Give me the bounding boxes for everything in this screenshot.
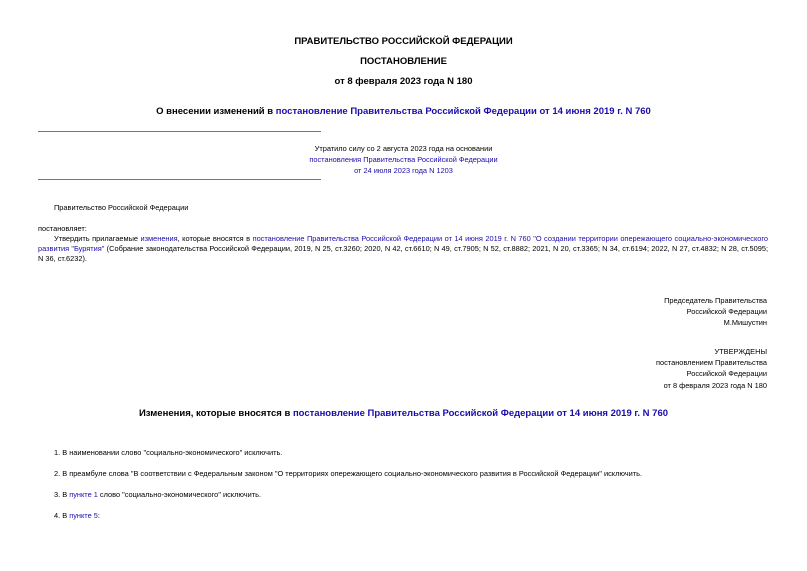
doc-title-link[interactable]: постановление Правительства Российской Федерации от 14 июня 2019 г. N 760	[275, 106, 651, 117]
resolution-paragraph	[38, 234, 768, 265]
para-text-c: (Собрание законодательства Российской Федерации, 2019, N 25, ст.3260; 2020, N 42, ст.6610; N 49, ст.7905; N 52, ст.8882; 2021, N 20, ст.3365; N 34, ст.6194; 2022, N 27, ст.4832; N 28, ст.5095; N 36, ст.6232).	[38, 244, 768, 264]
status-note-line1: Утратило силу со 2 августа 2023 года на основании	[314, 144, 493, 153]
item4-link[interactable]: пункте 5	[69, 511, 98, 520]
item3-link[interactable]: пункте 1	[69, 490, 98, 499]
approved-line3: Российской Федерации	[686, 369, 767, 379]
changes-title-prefix: Изменения, которые вносятся в	[138, 408, 293, 419]
approved-line1: УТВЕРЖДЕНЫ	[714, 347, 767, 356]
doc-title	[0, 106, 807, 117]
item3-text-b: слово "социально-экономического" исключить.	[97, 490, 262, 499]
item4-text-b: :	[97, 511, 100, 520]
signature-line1: Председатель Правительства	[664, 296, 767, 305]
resolves-text: постановляет:	[38, 224, 87, 233]
issuer-text: Правительство Российской Федерации	[54, 203, 189, 212]
para-text-a: Утвердить прилагаемые	[54, 234, 141, 243]
item3-text-a: 3. В	[54, 490, 70, 499]
divider-bottom	[38, 179, 321, 180]
org-heading: ПРАВИТЕЛЬСТВО РОССИЙСКОЙ ФЕДЕРАЦИИ	[294, 36, 513, 47]
signature-line2: Российской Федерации	[686, 307, 767, 317]
approved-block	[656, 346, 767, 391]
changes-link[interactable]: изменения	[140, 234, 178, 243]
signature-block	[664, 295, 767, 329]
change-item-4	[54, 511, 100, 520]
doc-date-heading: от 8 февраля 2023 года N 180	[334, 76, 473, 87]
para-text-b: , которые вносятся в	[177, 234, 253, 243]
status-note	[0, 143, 807, 176]
status-note-link-line3[interactable]: от 24 июля 2023 года N 1203	[354, 166, 453, 175]
item4-text-a: 4. В	[54, 511, 70, 520]
approved-line4: от 8 февраля 2023 года N 180	[663, 380, 767, 390]
changes-title-link[interactable]: постановление Правительства Российской Федерации от 14 июня 2019 г. N 760	[292, 408, 669, 419]
resolution-760-link[interactable]: постановление Правительства Российской Федерации от 14 июня 2019 г. N 760 "О создании территории опережающего социально-экономического развития "Бурятия"	[38, 234, 769, 254]
change-item-2: 2. В преамбуле слова "В соответствии с Федеральным законом "О территориях опережающего социально-экономического развития в Российской Федерации" исключить.	[54, 469, 643, 478]
divider-top	[38, 131, 321, 132]
status-note-link-line2[interactable]: постановления Правительства Российской Федерации	[309, 155, 498, 164]
changes-title	[0, 408, 807, 419]
change-item-3	[54, 490, 261, 499]
change-item-1: 1. В наименовании слово "социально-экономического" исключить.	[54, 448, 283, 457]
approved-line2: постановлением Правительства	[656, 358, 767, 368]
doc-type-heading: ПОСТАНОВЛЕНИЕ	[360, 56, 447, 67]
doc-title-prefix: О внесении изменений в	[156, 106, 276, 117]
signature-line3: М.Мишустин	[723, 318, 767, 328]
